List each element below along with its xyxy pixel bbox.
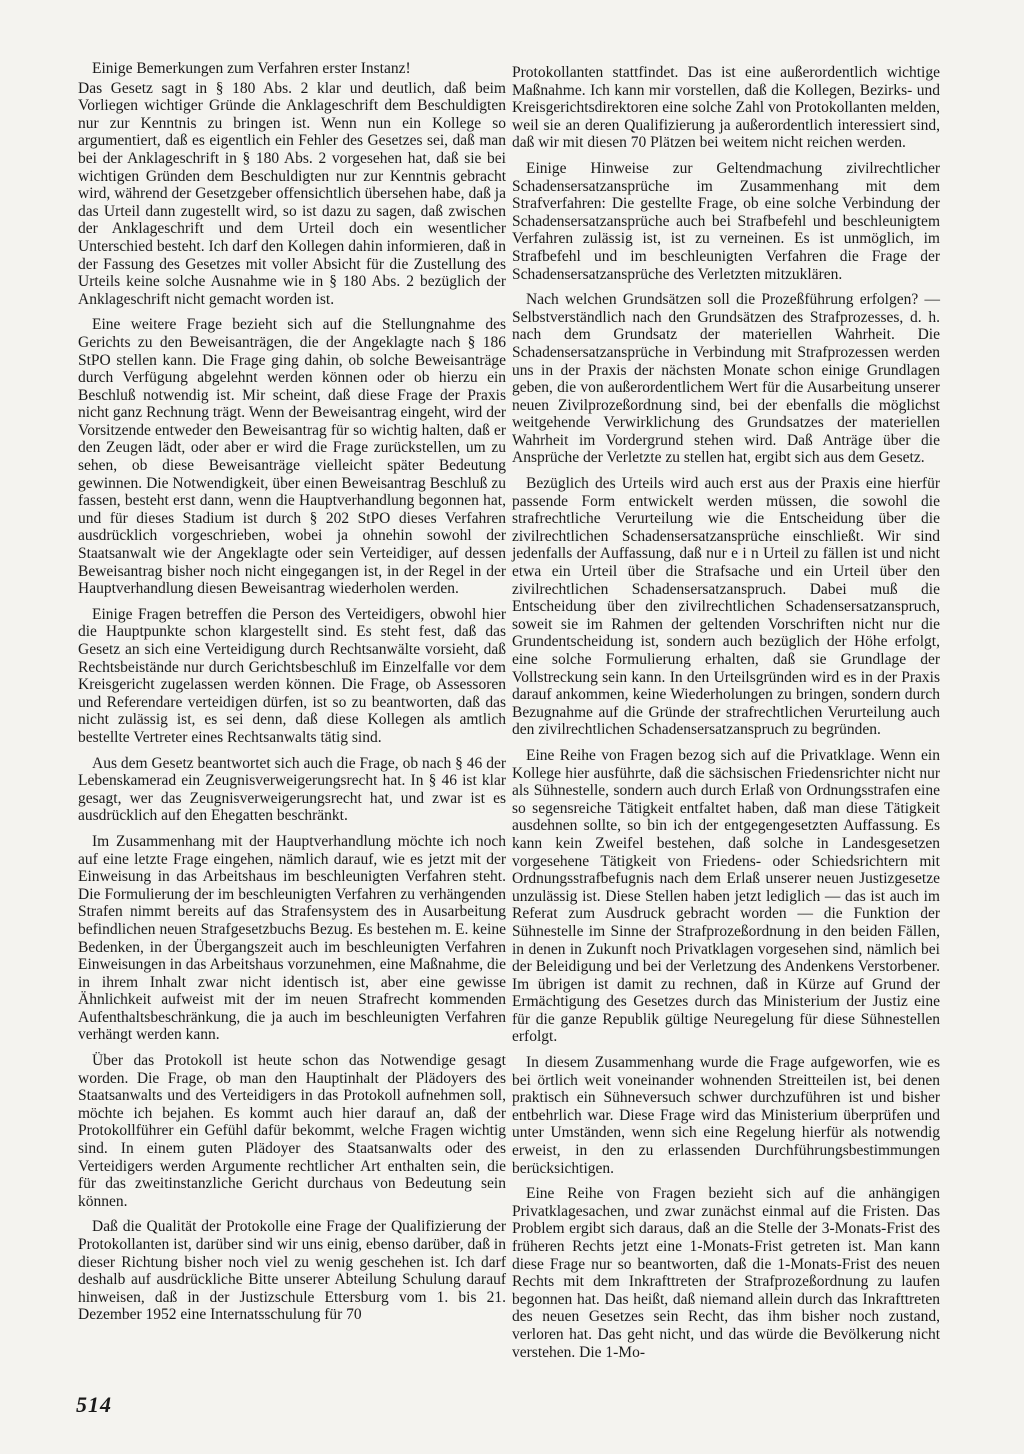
paragraph-continuation: Protokollanten stattfindet. Das ist eine außerordentlich wichtige Maßnahme. Ich kann mir vorstellen, daß die Kollegen, Bezirks- und Kreisgerichtsdirektoren eine solche Zahl von Protokollanten melden, weil sie an deren Qualifizierung ja außerordentlich interessiert sind, daß wir mit diesen 70 Plätzen bei weitem nicht reichen werden. [512, 64, 940, 152]
paragraph: Aus dem Gesetz beantwortet sich auch die Frage, ob nach § 46 der Lebenskamerad ein Zeugnisverweigerungsrecht hat. In § 46 ist klar gesagt, wer das Zeugnisverweigerungsrecht hat, und zwar ist es ausdrücklich auf den Ehegatten beschränkt. [78, 754, 506, 825]
paragraph: Das Gesetz sagt in § 180 Abs. 2 klar und deutlich, daß beim Vorliegen wichtiger Gründe die Anklageschrift dem Beschuldigten nur zur Kenntnis zu bringen ist. Wenn nun ein Kollege so argumentiert, daß es eigentlich ein Fehler des Gesetzes sei, daß man bei der Anklageschrift in § 180 Abs. 2 vorgesehen hat, daß sie bei wichtigen Gründen dem Beschuldigten nur zur Kenntnis gebracht wird, während der Gesetzgeber offensichtlich übersehen habe, daß ja das Urteil dann zugestellt wird, so ist dazu zu sagen, daß zwischen der Anklageschrift und dem Urteil doch ein wesentlicher Unterschied besteht. Ich darf den Kollegen dahin informieren, daß in der Fassung des Gesetzes mit voller Absicht für die Zustellung des Urteils keine solche Ausnahme wie in § 180 Abs. 2 bezüglich der Anklageschrift nicht gemacht worden ist. [78, 79, 506, 308]
left-column [78, 60, 506, 1332]
paragraph: Bezüglich des Urteils wird auch erst aus der Praxis eine hierfür passende Form entwickelt werden müssen, die sowohl die strafrechtliche Verurteilung wie die Entscheidung über die zivilrechtlichen Schadensersatzansprüche einschließt. Wir sind jedenfalls der Auffassung, daß nur e i n Urteil zu fällen ist und nicht etwa ein Urteil über die Strafsache und ein Urteil über den zivilrechtlichen Schadensersatzanspruch. Dabei muß die Entscheidung über den zivilrechtlichen Schadensersatzanspruch, soweit sie im Rahmen der geltenden Vorschriften nicht nur die Grundentscheidung ist, sondern auch bezüglich der Höhe erfolgt, eine solche Formulierung erhalten, daß sie Grundlage der Vollstreckung sein kann. In den Urteilsgründen wird es in der Praxis darauf ankommen, keine Wiederholungen zu bringen, sondern durch Bezugnahme auf die Gründe der strafrechtlichen Verurteilung auch den zivilrechtlichen Schadensersatzanspruch zu begründen. [512, 475, 940, 739]
paragraph: Nach welchen Grundsätzen soll die Prozeßführung erfolgen? — Selbstverständlich nach den Grundsätzen des Strafprozesses, d. h. nach dem Grundsatz der materiellen Wahrheit. Die Schadensersatzansprüche in Verbindung mit Strafprozessen werden uns in der Praxis der nächsten Monate schon einige Grundlagen geben, die von außerordentlichem Wert für die Ausarbeitung unserer neuen Zivilprozeßordnung sind, bei der ebenfalls die möglichst weitgehende Verwirklichung des Grundsatzes der materiellen Wahrheit im Vordergrund stehen wird. Daß Anträge über die Ansprüche der Verletzte zu stellen hat, ergibt sich aus dem Gesetz. [512, 291, 940, 467]
paragraph: Daß die Qualität der Protokolle eine Frage der Qualifizierung der Protokollanten ist, darüber sind wir uns einig, ebenso darüber, daß in dieser Richtung bisher noch viel zu wenig geschehen ist. Ich darf deshalb auf ausdrückliche Bitte unserer Abteilung Schulung darauf hinweisen, daß in der Justizschule Ettersburg vom 1. bis 21. Dezember 1952 eine Internatsschulung für 70 [78, 1218, 506, 1324]
section-heading: Einige Bemerkungen zum Verfahren erster Instanz! [92, 60, 411, 77]
paragraph: Über das Protokoll ist heute schon das Notwendige gesagt worden. Die Frage, ob man den Hauptinhalt der Plädoyers des Staatsanwalts und des Verteidigers in das Protokoll aufnehmen soll, möchte ich bejahen. Es kommt auch hier darauf an, daß der Protokollführer ein Gefühl dafür bekommt, welche Fragen wichtig sind. In einem guten Plädoyer des Staatsanwalts oder des Verteidigers werden Argumente rechtlicher Art enthalten sein, die für das zweitinstanzliche Gericht durchaus von Bedeutung sein können. [78, 1052, 506, 1210]
paragraph: Eine Reihe von Fragen bezog sich auf die Privatklage. Wenn ein Kollege hier ausführte, daß die sächsischen Friedensrichter nicht nur als Sühnestelle, sondern auch durch Erlaß von Ordnungsstrafen eine so segensreiche Tätigkeit entfaltet haben, daß man diese Tätigkeit ausdehnen sollte, so bin ich der entgegengesetzten Auffassung. Es kann kein Zweifel bestehen, daß solche in Landesgesetzen vorgesehene Tätigkeit von Friedens- oder Schiedsrichtern mit Ordnungsstrafbefugnis nach dem Erlaß unserer neuen Justizgesetze unzulässig ist. Diese Stellen haben jetzt lediglich — das ist auch im Referat zum Ausdruck gebracht worden — die Funktion der Sühnestelle im Sinne der Strafprozeßordnung in den beiden Fällen, in denen in Zukunft noch Privatklagen vorgesehen sind, nämlich bei der Beleidigung und bei der Verletzung des Andenkens Verstorbener. Im übrigen ist damit zu rechnen, daß in Kürze auf Grund der Ermächtigung des Gesetzes durch das Ministerium der Justiz eine für die ganze Republik gültige Neuregelung für diese Sühnestellen erfolgt. [512, 746, 940, 1046]
paragraph: Im Zusammenhang mit der Hauptverhandlung möchte ich noch auf eine letzte Frage eingehen, nämlich darauf, wie es jetzt mit der Einweisung in das Arbeitshaus im beschleunigten Verfahren steht. Die Formulierung der im beschleunigten Verfahren zu verhängenden Strafen nimmt bereits auf das Strafensystem des in Ausarbeitung befindlichen neuen Strafgesetzbuchs Bezug. Es bestehen m. E. keine Bedenken, in der Übergangszeit auch im beschleunigten Verfahren Einweisungen in das Arbeitshaus vorzunehmen, eine Maßnahme, die in ihrem Inhalt zwar nicht identisch ist, aber eine gewisse Ähnlichkeit aufweist mit der im neuen Strafrecht kommenden Aufenthaltsbeschränkung, die ja auch im beschleunigten Verfahren verhängt werden kann. [78, 832, 506, 1044]
page-number: 514 [76, 1392, 112, 1417]
paragraph: Einige Fragen betreffen die Person des Verteidigers, obwohl hier die Hauptpunkte schon klargestellt sind. Es steht fest, daß das Gesetz an sich eine Verteidigung durch Rechtsanwälte vorsieht, daß Rechtsbeistände nur durch Gerichtsbeschluß im Einzelfalle vor dem Kreisgericht zugelassen werden können. Die Frage, ob Assessoren und Referendare verteidigen dürfen, ist so zu beantworten, daß das nicht zulässig ist, es sei denn, daß diese Kollegen als amtlich bestellte Vertreter eines Rechtsanwalts tätig sind. [78, 605, 506, 746]
right-column [512, 64, 940, 1369]
paragraph: Eine weitere Frage bezieht sich auf die Stellungnahme des Gerichts zu den Beweisanträgen, die der Angeklagte nach § 186 StPO stellen kann. Die Frage ging dahin, ob solche Beweisanträge durch Verfügung abgelehnt werden können oder ob hierzu ein Beschluß notwendig ist. Mir scheint, daß diese Frage der Praxis nicht ganz Rechnung trägt. Wenn der Beweisantrag eingeht, wird der Vorsitzende entweder den Beweisantrag für so wichtig halten, daß er den Zeugen lädt, oder aber er wird die Frage zurückstellen, um zu sehen, ob diese Beweisanträge vielleicht später Bedeutung gewinnen. Die Notwendigkeit, über einen Beweisantrag Beschluß zu fassen, besteht erst dann, wenn die Hauptverhandlung begonnen hat, und für dieses Stadium ist durch § 202 StPO dieses Verfahren ausdrücklich vorgeschrieben, wobei ja ohnehin sowohl der Staatsanwalt wie der Angeklagte oder sein Verteidiger, auf dessen Beweisantrag bisher noch nicht eingegangen ist, in der Regel in der Hauptverhandlung diesen Beweisantrag wiederholen werden. [78, 316, 506, 598]
paragraph: Eine Reihe von Fragen bezieht sich auf die anhängigen Privatklagesachen, und zwar zunächst einmal auf die Fristen. Das Problem ergibt sich daraus, daß an die Stelle der 3-Monats-Frist des früheren Rechts jetzt eine 1-Monats-Frist getreten ist. Man kann diese Frage nur so beantworten, daß die 1-Monats-Frist des neuen Rechts mit dem Inkrafttreten der Strafprozeßordnung zu laufen begonnen hat. Das heißt, daß niemand allein durch das Inkrafttreten des neuen Gesetzes sein Recht, das ihm bisher noch zustand, verloren hat. Das geht nicht, und das würde die Bevölkerung nicht verstehen. Die 1-Mo- [512, 1185, 940, 1361]
paragraph: In diesem Zusammenhang wurde die Frage aufgeworfen, wie es bei örtlich weit voneinander wohnenden Streitteilen ist, bei denen praktisch ein Sühneversuch schwer durchzuführen ist und bisher entbehrlich war. Diese Frage wird das Ministerium überprüfen und unter Umständen, wenn sich eine Regelung hierfür als notwendig erweist, in den zu erlassenden Durchführungsbestimmungen berücksichtigen. [512, 1054, 940, 1177]
paragraph: Einige Hinweise zur Geltendmachung zivilrechtlicher Schadensersatzansprüche im Zusammenhang mit dem Strafverfahren: Die gestellte Frage, ob eine solche Verbindung der Schadensersatzansprüche auch bei Strafbefehl und beschleunigtem Verfahren zulässig ist, ist zu verneinen. Es ist unmöglich, im Strafbefehl und im beschleunigten Verfahren die Frage der Schadensersatzansprüche des Verletzten mitzuklären. [512, 159, 940, 283]
